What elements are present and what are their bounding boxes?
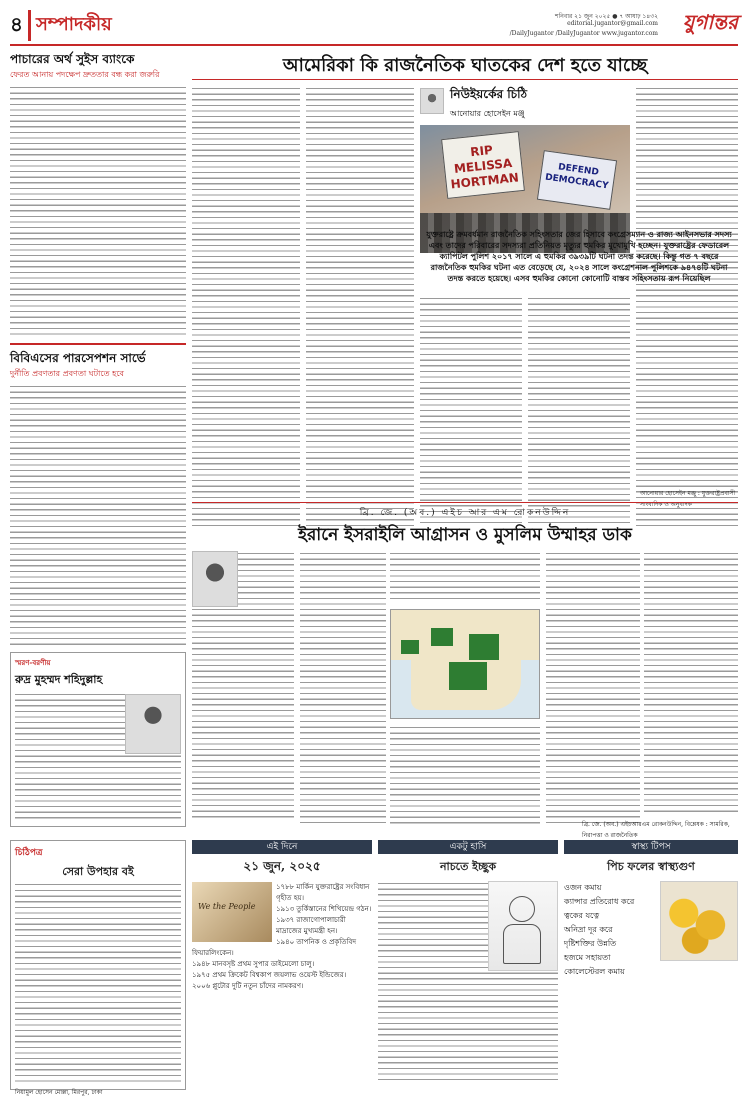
letter-signature: নিয়ামুল হোসেন মোল্লা, মিরপুর, ঢাকা <box>15 1089 103 1096</box>
health-item: ত্বকের যত্নে <box>564 911 600 920</box>
on-this-day-tag: এই দিনে <box>192 840 372 854</box>
map-country <box>401 640 419 654</box>
map-country <box>431 628 453 646</box>
article-1-headline: আমেরিকা কি রাজনৈতিক ঘাতকের দেশ হতে যাচ্ছে <box>192 52 738 80</box>
health-title: পিচ ফলের স্বাস্থ্যগুণ <box>607 860 695 873</box>
article-1-lower <box>420 296 630 526</box>
letters-tag: চিঠিপত্র <box>15 848 43 858</box>
health-item: কোলেস্টেরল কমায় <box>564 967 625 976</box>
joke-title: নাচতে ইচ্ছুক <box>439 860 497 873</box>
constitution-image <box>192 882 272 942</box>
article-1-byline: আনোয়ার হোসেইন মঞ্জু <box>450 109 525 118</box>
health-tag: স্বাস্থ্য টিপস <box>564 840 738 854</box>
article-2-col-5 <box>644 551 738 813</box>
divider <box>10 343 186 345</box>
middle-east-map <box>390 609 540 719</box>
author-2-photo <box>192 551 238 607</box>
article-1-kicker: নিউইয়র্কের চিঠি <box>450 87 528 101</box>
map-country <box>449 662 487 690</box>
constitution-text: We the People <box>198 902 256 911</box>
article-1-col-3b <box>528 296 630 526</box>
editorial-1-title: পাচারের অর্থ সুইস ব্যাংকে <box>10 52 135 66</box>
masthead-logo: যুগান্তর <box>682 10 738 34</box>
social-links[interactable]: /DailyJugantor /DailyJugantor www.jugantor.com <box>509 30 658 37</box>
article-2 <box>192 502 738 839</box>
article-1-caption: যুক্তরাষ্ট্রে ক্রমবর্ধমান রাজনৈতিক সহিংসতার জের হিসাবে কংগ্রেসম্যান ও রাজ্য আইনসভার সদস্য এবং তাদের পরিবারের সদস্যরা প্রতিনিয়ত মৃত্যুর হুমকির মুখোমুখি হচ্ছেন। যুক্তরাষ্ট্রের ফেডারেল ক্যাপিটল পুলিশ ২০১৭ সালে এ হুমকির ৩৯৩৯টি ঘটনা তদন্ত করেছে। কিন্তু গত ৭ বছরে রাজনৈতিক হুমকির ঘটনা এত বেড়েছে যে, ২০২৪ সালে কংগ্রেশনাল পুলিশকে ৯৪৭৪টি ঘটনা তদন্ত করতে হয়েছে। এসব হুমকির কোনো কোনোটি বাস্তব সহিংসতায় রূপ নিয়েছিল <box>426 229 732 283</box>
event-item: ১৯৭৫ প্রথম ক্রিকেট বিশ্বকাপ জয়লাভ ওয়েস্ট ইন্ডিজের। <box>192 971 347 979</box>
letter-title: সেরা উপহার বই <box>15 863 181 885</box>
event-item: ১৯৪০ তাপনিক ও প্রকৃতিবিদ ফিয়ারলিংকেন। <box>192 938 357 957</box>
header-rule <box>10 44 738 46</box>
article-1-author-note: আনোয়ার হোসেইন মঞ্জু : যুক্তরাষ্ট্রপ্রবাসী সাংবাদিক ও অনুবাদক <box>640 490 736 508</box>
dateline: শনিবার ২১ জুন ২০২৫ ● ৭ আষাঢ় ১৪৩২ <box>555 13 658 20</box>
commemoration-tag: স্মরণ-বরণীয় <box>15 658 51 667</box>
article-2-author-note: ব্রি. জে. (অব.) এইচআরএম রোকনউদ্দিন, বিশ্লেষক : সামরিক, নিরাপত্তা ও রাজনৈতিক <box>582 821 730 839</box>
letter-body <box>15 888 181 1084</box>
on-this-day-date: ২১ জুন, ২০২৫ <box>243 859 321 873</box>
article-1-col-1 <box>192 86 300 526</box>
editorial-2-subtitle: দুর্নীতি প্রবণতার প্রবণতা ঘটাতে হবে <box>10 369 125 378</box>
defend-democracy-sign: DEFEND DEMOCRACY <box>537 150 617 210</box>
page-header <box>10 8 738 44</box>
editorial-1-subtitle: ফেরত আনায় পদক্ষেপ দ্রুততার বন্ধ করা জরুরি <box>10 70 160 79</box>
event-item: ১৭৮৮ মার্কিন যুক্তরাষ্ট্রের সংবিধান গৃহীত হয়। <box>276 883 370 902</box>
main-area <box>192 52 738 532</box>
map-country <box>469 634 499 660</box>
editorial-2-body <box>10 384 186 646</box>
editorial-2-title: বিবিএসের পারসেপশন সার্ভে <box>10 351 146 365</box>
health-item: ক্যান্সার প্রতিরোধ করে <box>564 897 635 906</box>
page-number: ৪ <box>10 12 23 36</box>
rip-sign: RIP MELISSA HORTMAN <box>441 131 525 199</box>
health-item: অনিদ্রা দূর করে <box>564 925 613 934</box>
commemoration-box <box>10 652 186 827</box>
left-column <box>10 52 186 827</box>
article-2-col-4 <box>546 551 640 827</box>
health-tips <box>564 840 738 1090</box>
joke-illustration <box>488 881 558 971</box>
article-2-col-3-top <box>390 551 540 603</box>
article-2-headline: ইরানে ইসরাইলি আগ্রাসন ও মুসলিম উম্মাহর ডাক <box>298 525 632 545</box>
article-2-col-2 <box>300 551 386 827</box>
event-item: ১৯৪৮ মানবসৃষ্ট প্রথম সুপার ডাইমেলো চালু। <box>192 960 315 968</box>
joke-box <box>378 840 558 1090</box>
article-1-col-3a <box>420 296 522 526</box>
health-item: দৃষ্টিশক্তির উন্নতি <box>564 939 617 948</box>
article-2-byline: ব্রি. জে. (অব.) এইচ আর এম রোকনউদ্দিন <box>359 508 571 518</box>
event-item: ১৯৩৭ রাজাগোপালাচারী মাদ্রাজের মুখ্যমন্ত্রী হন। <box>276 916 346 935</box>
event-item: ১৯১৩ তুর্কিস্তানের শিখিয়েন্দ্র গঠন। <box>276 905 372 913</box>
joke-tag: একটু হাসি <box>378 840 558 854</box>
letters-box <box>10 840 186 1096</box>
event-item: ২০০৬ প্লুটোর দুটি নতুন চাঁদের নামকরণ। <box>192 982 304 990</box>
commemoration-name: রুদ্র মুহম্মদ শহিদুল্লাহ <box>15 673 103 686</box>
health-item: হজমে সহায়তা <box>564 953 611 962</box>
section-title: সম্পাদকীয় <box>28 10 112 41</box>
peach-image <box>660 881 738 961</box>
article-1 <box>192 86 738 532</box>
article-2-col-3-bottom <box>390 725 540 827</box>
article-1-col-2 <box>306 86 414 526</box>
article-2-col-1 <box>192 551 294 819</box>
poet-portrait <box>125 694 181 754</box>
editorial-1-body <box>10 85 186 337</box>
health-item: ওজন কমায় <box>564 883 602 892</box>
bottom-strip <box>10 840 738 1096</box>
author-photo <box>420 88 444 114</box>
editorial-email[interactable]: editorial.jugantor@gmail.com <box>567 20 658 27</box>
on-this-day <box>192 840 372 1090</box>
article-1-col-4 <box>636 86 738 526</box>
